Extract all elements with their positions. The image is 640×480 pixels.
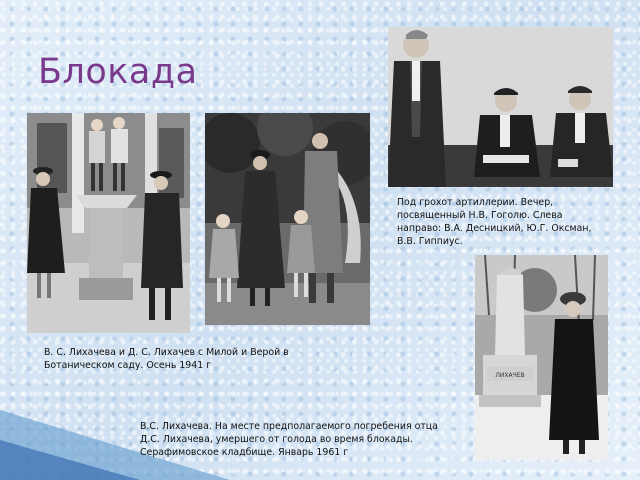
- corner-decoration-dark: [0, 440, 140, 480]
- monument-inscription: ЛИХАЧЕВ: [495, 372, 525, 379]
- photo-botanical-family: [205, 113, 370, 325]
- photo-gogol-evening: [388, 27, 613, 187]
- caption-cemetery: В.С. Лихачева. На месте предполагаемого погребения отца Д.С. Лихачева, умершего от голода во время блокады. Серафимовское кладбище. Январь 1961 г: [140, 421, 438, 458]
- photo-garden-family: [27, 113, 190, 333]
- caption-gogol-evening: Под грохот артиллерии. Вечер, посвященный Н.В. Гоголю. Слева направо: В.А. Десницкий, Ю.Г. Оксман, В.В. Гиппиус.: [397, 197, 592, 247]
- photo-cemetery-monument: [475, 255, 608, 460]
- caption-botanical-family: В. С. Лихачева и Д. С. Лихачев с Милой и Верой в Ботаническом саду. Осень 1941 г: [44, 347, 289, 371]
- slide-title: Блокада: [38, 52, 198, 92]
